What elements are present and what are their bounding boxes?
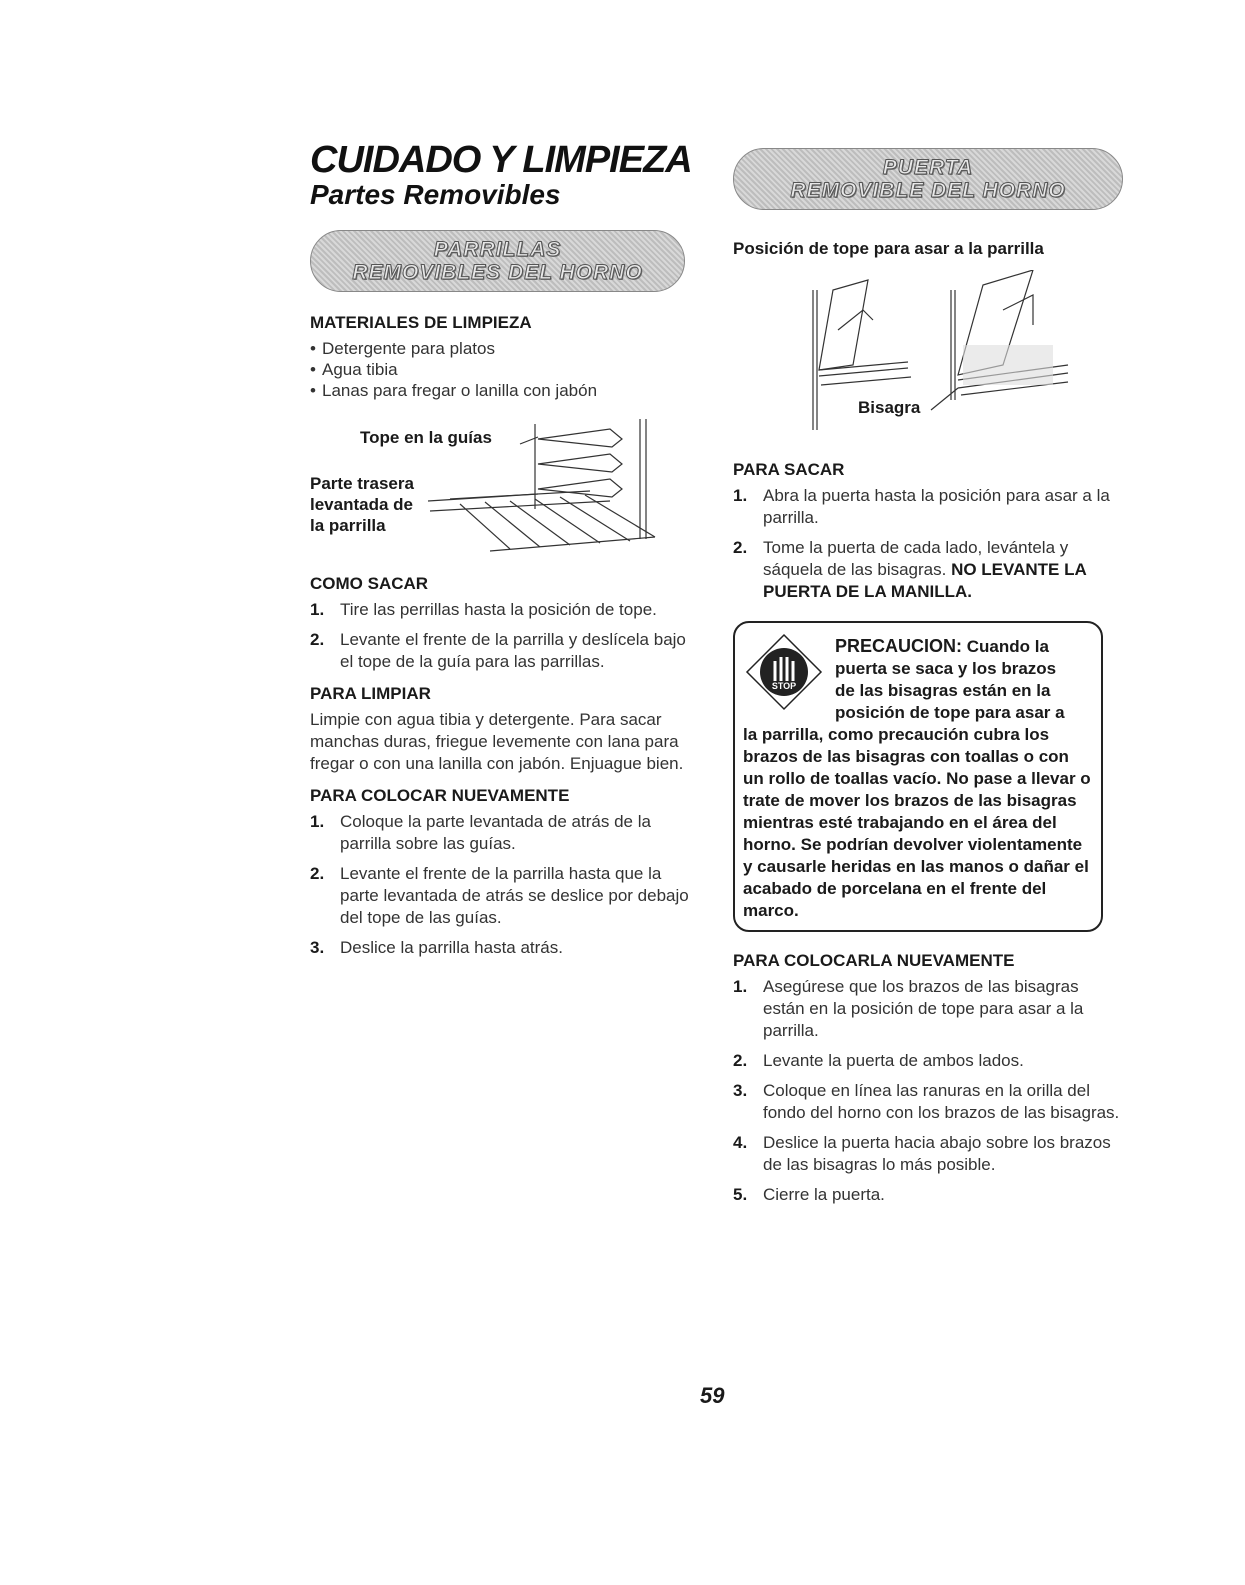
- label-back-1: Parte trasera: [310, 474, 414, 493]
- door-replace-steps: [733, 976, 1123, 1206]
- door-drawing: [733, 270, 1123, 445]
- list-item: [733, 1050, 1123, 1072]
- list-item: [310, 380, 695, 401]
- caution-box: [733, 621, 1103, 932]
- clean-heading: PARA LIMPIAR: [310, 684, 431, 703]
- stop-hand-icon: [745, 633, 823, 711]
- step-text: Coloque en línea las ranuras en la orilla del fondo del horno con los brazos de las bisagras.: [763, 1081, 1120, 1122]
- stop-sign-text: STOP: [771, 681, 797, 691]
- list-item: [733, 1132, 1123, 1176]
- section-banner-door: [733, 148, 1123, 210]
- material-text: Detergente para platos: [322, 339, 495, 358]
- banner-door-line1: PUERTA: [882, 156, 974, 179]
- bullet-icon: •: [310, 360, 316, 379]
- step-text: Levante el frente de la parrilla hasta que la parte levantada de atrás se deslice por debajo del tope de las guías.: [340, 864, 689, 927]
- remove-steps: [310, 599, 695, 673]
- list-item: [310, 937, 695, 959]
- step-number: 5.: [733, 1185, 748, 1204]
- step-text: Deslice la puerta hacia abajo sobre los brazos de las bisagras lo más posible.: [763, 1133, 1111, 1174]
- door-remove-heading: PARA SACAR: [733, 460, 845, 479]
- list-item: [310, 338, 695, 359]
- caution-line4: posición de tope para asar a: [835, 703, 1065, 722]
- step-number: 4.: [733, 1133, 748, 1152]
- banner-door-line2: REMOVIBLE DEL HORNO: [790, 179, 1066, 202]
- material-text: Agua tibia: [322, 360, 398, 379]
- step-text: Tire las perrillas hasta la posición de tope.: [340, 600, 657, 619]
- label-hinge: Bisagra: [858, 398, 921, 417]
- step-warning: NO LEVANTE LA PUERTA DE LA MANILLA.: [763, 560, 1087, 601]
- remove-heading: COMO SACAR: [310, 574, 429, 593]
- caution-line2: puerta se saca y los brazos: [835, 659, 1057, 678]
- step-number: 1.: [733, 977, 748, 996]
- position-heading: Posición de tope para asar a la parrilla: [733, 239, 1044, 258]
- bullet-icon: •: [310, 381, 316, 400]
- list-item: [310, 811, 695, 855]
- door-illustration: [733, 270, 1123, 445]
- step-number: 2.: [733, 1051, 748, 1070]
- page-subtitle: Partes Removibles: [310, 179, 561, 210]
- step-number: 3.: [733, 1081, 748, 1100]
- section-banner-racks: [310, 230, 685, 292]
- step-text: Abra la puerta hasta la posición para asar a la parrilla.: [763, 486, 1110, 527]
- banner-racks-line2: REMOVIBLES DEL HORNO: [352, 261, 643, 284]
- door-replace-heading: PARA COLOCARLA NUEVAMENTE: [733, 951, 1015, 970]
- bullet-icon: •: [310, 339, 316, 358]
- step-number: 2.: [310, 630, 325, 649]
- page-title: CUIDADO Y LIMPIEZA: [310, 139, 692, 181]
- caution-rest: la parrilla, como precaución cubra los brazos de las bisagras con toallas o con un rollo de toallas vacío. No pase a llevar o trate de mover los brazos de las bisagras mientras esté trabajando en el área del horno. Se podrían devolver violentamente y causarle heridas en las manos o dañar el acabado de porcelana en el frente del marco.: [743, 725, 1091, 920]
- step-number: 3.: [310, 938, 325, 957]
- list-item: [310, 359, 695, 380]
- list-item: [733, 976, 1123, 1042]
- replace-steps: [310, 811, 695, 959]
- list-item: [310, 599, 695, 621]
- material-text: Lanas para fregar o lanilla con jabón: [322, 381, 598, 400]
- materials-list: [310, 338, 695, 401]
- left-column: [310, 140, 695, 967]
- step-number: 1.: [310, 812, 325, 831]
- right-column: [733, 140, 1123, 1214]
- list-item: [310, 863, 695, 929]
- caution-line3: de las bisagras están en la: [835, 681, 1051, 700]
- step-text: Coloque la parte levantada de atrás de la parrilla sobre las guías.: [340, 812, 651, 853]
- list-item: [733, 537, 1123, 603]
- materials-heading: MATERIALES DE LIMPIEZA: [310, 313, 532, 332]
- label-stop: Tope en la guías: [360, 428, 492, 447]
- caution-line1: Cuando la: [966, 637, 1049, 656]
- label-back-2: levantada de: [310, 495, 413, 514]
- list-item: [733, 485, 1123, 529]
- list-item: [733, 1080, 1123, 1124]
- banner-racks-line1: PARRILLAS: [433, 238, 562, 261]
- list-item: [733, 1184, 1123, 1206]
- step-number: 1.: [310, 600, 325, 619]
- step-number: 2.: [733, 538, 748, 557]
- step-text: Tome la puerta de cada lado, levántela y sáquela de las bisagras.: [763, 538, 1069, 579]
- step-text: Levante la puerta de ambos lados.: [763, 1051, 1024, 1070]
- step-text: Deslice la parrilla hasta atrás.: [340, 938, 563, 957]
- step-number: 2.: [310, 864, 325, 883]
- step-text: Levante el frente de la parrilla y deslícela bajo el tope de la guía para las parrillas.: [340, 630, 686, 671]
- clean-text: Limpie con agua tibia y detergente. Para sacar manchas duras, friegue levemente con lana para fregar o con una lanilla con jabón. Enjuague bien.: [310, 710, 684, 773]
- step-number: 1.: [733, 486, 748, 505]
- step-text: Asegúrese que los brazos de las bisagras están en la posición de tope para asar a la parrilla.: [763, 977, 1084, 1040]
- step-text: Cierre la puerta.: [763, 1185, 885, 1204]
- list-item: [310, 629, 695, 673]
- rack-illustration: [310, 419, 695, 559]
- page-number: 59: [700, 1383, 725, 1408]
- door-remove-steps: [733, 485, 1123, 603]
- caution-lead: PRECAUCION:: [835, 636, 963, 656]
- label-back-3: la parrilla: [310, 516, 386, 535]
- replace-heading: PARA COLOCAR NUEVAMENTE: [310, 786, 570, 805]
